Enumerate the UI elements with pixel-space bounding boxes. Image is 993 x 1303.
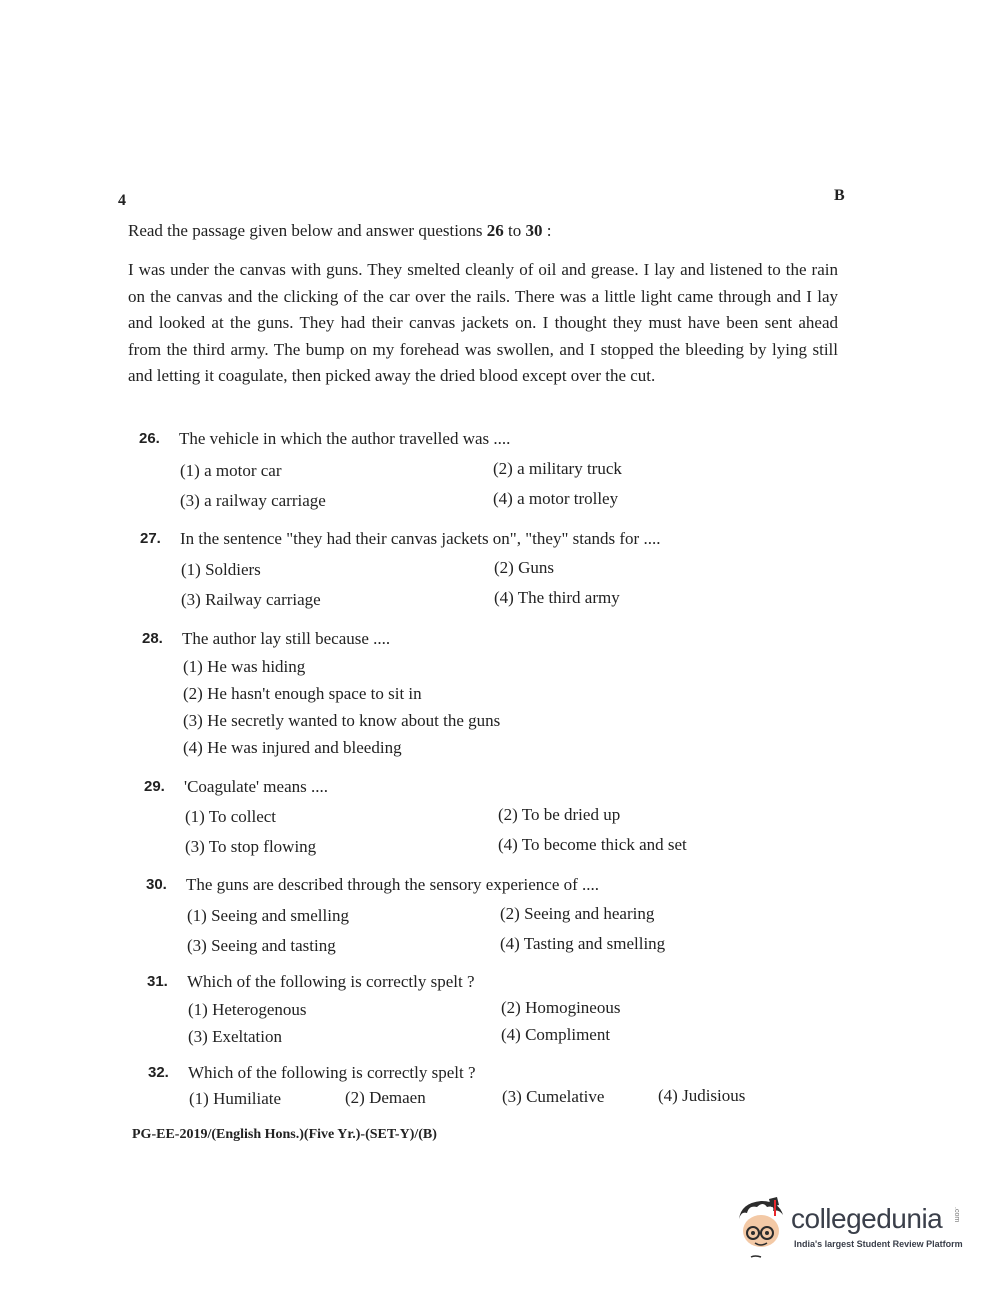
option-2: (2) a military truck [493,459,622,478]
option-2: (2) Homogineous [501,998,621,1017]
question-text: The author lay still because .... [182,629,391,648]
question-number: 26. [139,430,160,447]
option-3: (3) Exeltation [188,1027,282,1046]
question-text: Which of the following is correctly spelt ? [187,972,475,991]
question-text: 'Coagulate' means .... [184,777,328,796]
option-4: (4) The third army [494,588,620,607]
option-4: (4) a motor trolley [493,489,619,508]
collegedunia-logo [733,1195,963,1265]
option-4: (4) He was injured and bleeding [183,738,402,757]
question-number: 28. [142,630,163,647]
mascot-icon [733,1197,791,1259]
instruction-from: 26 [486,221,504,240]
option-3: (3) He secretly wanted to know about the guns [183,711,501,730]
page-number: 4 [118,192,126,209]
option-1: (1) Seeing and smelling [187,906,349,925]
option-2: (2) He hasn't enough space to sit in [183,684,422,703]
passage-instruction [128,221,552,241]
logo-domain-suffix: .com [953,1207,960,1223]
option-4: (4) To become thick and set [498,835,687,854]
option-2: (2) Seeing and hearing [500,904,655,923]
instruction-to: 30 [525,221,543,240]
option-2: (2) To be dried up [498,805,621,824]
option-3: (3) Railway carriage [181,590,321,609]
option-2: (2) Guns [494,558,554,577]
option-4: (4) Judisious [658,1086,746,1105]
logo-tagline: India's largest Student Review Platform [794,1239,963,1249]
option-4: (4) Tasting and smelling [500,934,666,953]
question-number: 30. [146,876,167,893]
option-3: (3) Seeing and tasting [187,936,336,955]
instruction-connector: to [503,221,526,240]
option-3: (3) Cumelative [502,1087,605,1106]
option-2: (2) Demaen [345,1088,426,1107]
question-text: The vehicle in which the author travelled was .... [179,429,511,448]
question-text: The guns are described through the sensory experience of .... [186,875,600,894]
question-number: 32. [148,1064,169,1081]
question-number: 27. [140,530,161,547]
option-1: (1) To collect [185,807,277,826]
option-1: (1) Soldiers [181,560,261,579]
option-4: (4) Compliment [501,1025,611,1044]
option-3: (3) To stop flowing [185,837,317,856]
option-1: (1) a motor car [180,461,282,480]
set-code: B [834,187,845,204]
reading-passage: I was under the canvas with guns. They smelted cleanly of oil and grease. I lay and listened to the rain on the canvas and the clicking of the car over the rails. There was a little light came through and I lay and looked at the guns. They had their canvas jackets on. I thought they must have been sent ahead from the third army. The bump on my forehead was swollen, and I stopped the bleeding by lying still and letting it coagulate, then picked away the dried blood except over the cut. [128,260,838,385]
question-number: 29. [144,778,165,795]
question-number: 31. [147,973,168,990]
question-text: In the sentence "they had their canvas jackets on", "they" stands for .... [180,529,661,548]
instruction-suffix: : [542,221,552,240]
tassel [774,1200,776,1216]
logo-wordmark: collegedunia [791,1203,943,1234]
exam-code-footer: PG-EE-2019/(English Hons.)(Five Yr.)-(SET-Y)/(B) [132,1127,437,1142]
instruction-prefix: Read the passage given below and answer questions [128,221,487,240]
option-1: (1) He was hiding [183,657,306,676]
option-3: (3) a railway carriage [180,491,326,510]
option-1: (1) Heterogenous [188,1000,307,1019]
option-1: (1) Humiliate [189,1089,282,1108]
question-text: Which of the following is correctly spelt ? [188,1063,476,1082]
